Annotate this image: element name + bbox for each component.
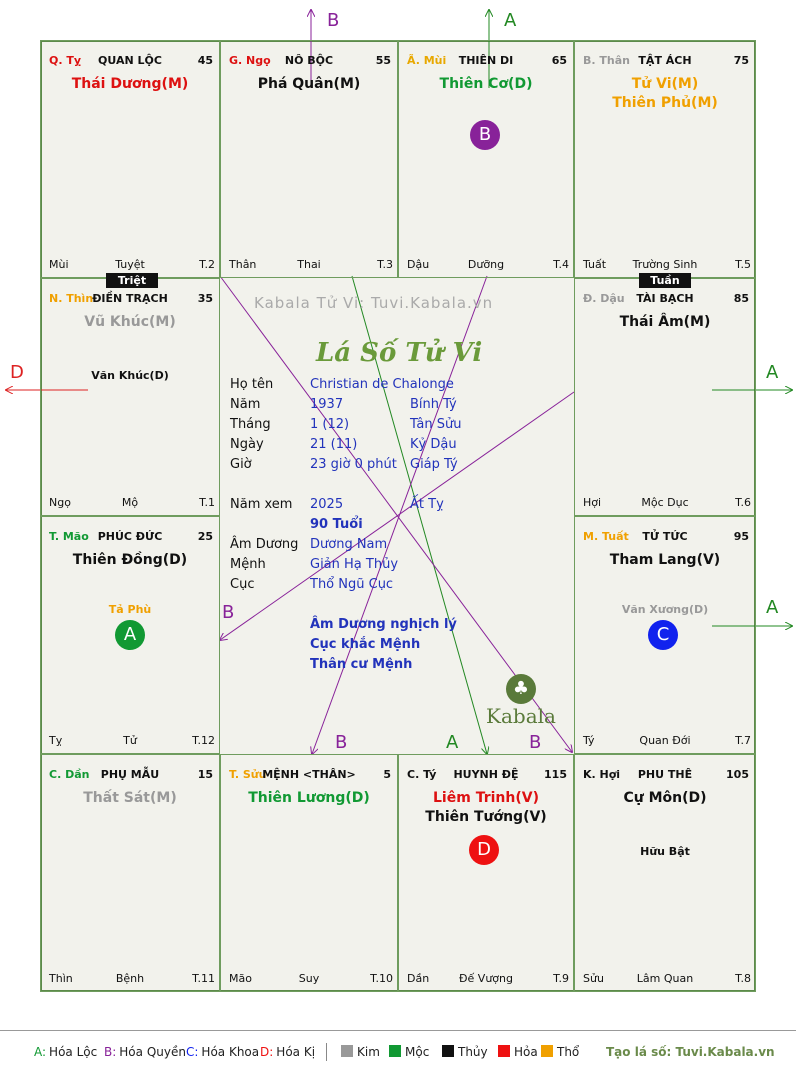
palace-name: QUAN LỘC [98, 54, 162, 67]
major-star: Liêm Trinh(V) [433, 790, 539, 806]
legend-value: Hóa Kị [276, 1045, 316, 1059]
legend-item [260, 1045, 315, 1059]
major-star: Thái Âm(M) [619, 314, 711, 330]
stem-label: C. Tý [407, 768, 437, 781]
palace-name: TẬT ÁCH [638, 54, 692, 67]
major-stars [575, 313, 755, 332]
major-star: Phá Quân(M) [257, 76, 361, 92]
cell-footer-bl: Mão [229, 972, 252, 985]
arrow-label-bot-b1: B [335, 732, 348, 753]
legend-key: C: [186, 1045, 199, 1059]
cell-footer-bc: Thai [297, 258, 321, 271]
major-stars [41, 75, 219, 94]
major-star: Thiên Đồng(D) [72, 552, 188, 568]
info-value-2: Giáp Tý [410, 457, 458, 472]
major-star: Vũ Khúc(M) [84, 314, 176, 330]
info-label: Năm [230, 397, 261, 412]
info-value-2: Ất Tỵ [410, 497, 444, 512]
arrow-label-bot-a: A [446, 732, 459, 753]
cell-footer-bl: Thân [229, 258, 257, 271]
cell-footer-br: T.2 [199, 258, 215, 271]
element-swatch [442, 1045, 454, 1057]
cell-footer-bl: Ngọ [49, 496, 71, 509]
palace-number: 5 [383, 768, 391, 781]
element-legend-item [498, 1045, 538, 1059]
major-stars [399, 789, 573, 827]
palace-name: PHÚC ĐỨC [97, 530, 163, 543]
element-swatch [389, 1045, 401, 1057]
major-stars [221, 789, 397, 808]
palace-cell-dau[interactable] [574, 278, 756, 516]
legend-value: Hóa Khoa [201, 1045, 260, 1059]
palace-name: PHỤ MẪU [100, 768, 160, 781]
info-label: Âm Dương [230, 537, 299, 552]
major-star: Thiên Phủ(M) [612, 95, 718, 111]
major-stars [41, 313, 219, 332]
logo-text: Kabala [486, 704, 556, 728]
info-label: Họ tên [230, 377, 274, 392]
element-swatch [498, 1045, 510, 1057]
cell-footer-br: T.7 [735, 734, 751, 747]
stem-label: C. Dần [49, 768, 90, 781]
element-name: Thủy [458, 1045, 488, 1059]
kabala-logo [486, 674, 556, 728]
element-legend-item [541, 1045, 579, 1059]
cell-footer-bc: Mộ [121, 496, 139, 509]
info-value: Christian de Chalonge [310, 377, 454, 392]
palace-number: 85 [733, 292, 749, 305]
stem-label: B. Thân [583, 54, 630, 67]
stem-label: N. Thìn [49, 292, 94, 305]
major-star: Tử Vi(M) [631, 76, 699, 92]
palace-number: 65 [551, 54, 567, 67]
palace-name: TỬ TỨC [642, 530, 688, 543]
major-stars [575, 551, 755, 570]
cell-footer-bl: Hợi [583, 496, 602, 509]
palace-number: 95 [733, 530, 749, 543]
info-label: Giờ [230, 457, 252, 472]
cell-footer-bc: Dưỡng [467, 258, 505, 271]
cell-footer-bl: Tỵ [49, 734, 63, 747]
info-value: Dương Nam [310, 537, 388, 552]
element-name: Kim [357, 1045, 380, 1059]
info-value: 1937 [310, 397, 344, 412]
legend-divider [326, 1043, 327, 1061]
major-stars [575, 75, 755, 113]
palace-cell-ngo[interactable] [220, 40, 398, 278]
center-info [220, 276, 576, 752]
watermark: Kabala Tử Vi: Tuvi.Kabala.vn [254, 294, 494, 312]
legend-value: Hóa Lộc [49, 1045, 98, 1059]
palace-number: 25 [197, 530, 213, 543]
cell-footer-bc: Bệnh [115, 972, 145, 985]
major-stars [221, 75, 397, 94]
stem-label: G. Ngọ [229, 54, 271, 67]
stem-label: M. Tuất [583, 530, 629, 543]
info-value-2: Bính Tý [410, 397, 457, 412]
stem-label: Đ. Dậu [583, 292, 625, 305]
cell-footer-bl: Dậu [407, 258, 430, 271]
info-value-2: Kỷ Dậu [410, 437, 457, 452]
stem-label: T. Sửu [229, 768, 267, 781]
note: Thân cư Mệnh [310, 657, 413, 672]
palace-name: PHU THÊ [637, 768, 693, 781]
cell-footer-bl: Tý [583, 734, 595, 747]
major-stars [575, 789, 755, 808]
info-label: Ngày [230, 437, 264, 452]
tuan-tag: Tuần [639, 273, 691, 288]
cell-footer-br: T.3 [377, 258, 393, 271]
palace-cell-dan[interactable] [40, 754, 220, 992]
badge-b: B [470, 120, 500, 150]
major-stars [399, 75, 573, 94]
cell-footer-br: T.9 [553, 972, 569, 985]
footer-legend [0, 1030, 796, 1071]
badge-d: D [469, 835, 499, 865]
cell-footer-br: T.12 [192, 734, 215, 747]
major-star: Thái Dương(M) [71, 76, 189, 92]
cell-footer-br: T.1 [199, 496, 215, 509]
info-value: 1 (12) [310, 417, 350, 432]
cell-footer-bc: Trường Sinh [632, 258, 698, 271]
cell-footer-bl: Thìn [49, 972, 73, 985]
arrow-label-right-a2: A [766, 597, 779, 618]
palace-number: 45 [197, 54, 213, 67]
cell-footer-bc: Tử [123, 734, 137, 747]
cell-footer-br: T.4 [553, 258, 569, 271]
credit-text: Tạo lá số: Tuvi.Kabala.vn [606, 1045, 775, 1059]
element-name: Thổ [557, 1045, 580, 1059]
palace-cell-hoi[interactable] [574, 754, 756, 992]
stem-label: Q. Tỵ [49, 54, 82, 67]
cell-footer-bc: Lâm Quan [636, 972, 694, 985]
cell-footer-bl: Mùi [49, 258, 69, 271]
chart-title: Lá Số Tử Vi [316, 338, 483, 368]
palace-number: 105 [726, 768, 749, 781]
cell-footer-br: T.8 [735, 972, 751, 985]
palace-cell-mui[interactable] [398, 40, 574, 278]
info-value: 90 Tuổi [310, 517, 363, 532]
arrow-label-right-a1: A [766, 362, 779, 383]
note: Cục khắc Mệnh [310, 637, 421, 652]
badge-a: A [115, 620, 145, 650]
arrow-label-left-d: D [10, 362, 24, 383]
stem-label: T. Mão [49, 530, 89, 543]
palace-number: 115 [544, 768, 567, 781]
tree-icon: ♣ [506, 674, 536, 704]
palace-cell-suu[interactable] [220, 754, 398, 992]
arrow-label-top-b: B [327, 10, 340, 31]
info-value: 2025 [310, 497, 344, 512]
palace-cell-thin[interactable] [40, 278, 220, 516]
cell-footer-bc: Đế Vượng [459, 972, 513, 985]
legend-item [104, 1045, 186, 1059]
element-legend-item [341, 1045, 380, 1059]
cell-footer-bl: Tuất [583, 258, 607, 271]
legend-item [186, 1045, 259, 1059]
element-legend-item [389, 1045, 429, 1059]
cell-footer-br: T.6 [735, 496, 751, 509]
note: Âm Dương nghịch lý [310, 617, 457, 632]
palace-number: 55 [375, 54, 391, 67]
palace-number: 15 [197, 768, 213, 781]
legend-item [34, 1045, 97, 1059]
info-value-2: Tân Sửu [410, 417, 462, 432]
palace-name: MỆNH <THÂN> [262, 768, 356, 781]
arrow-label-top-a: A [504, 10, 517, 31]
info-value: 21 (11) [310, 437, 358, 452]
cell-footer-bc: Mộc Dục [641, 496, 689, 509]
info-label: Mệnh [230, 557, 266, 572]
element-name: Mộc [405, 1045, 430, 1059]
element-swatch [341, 1045, 353, 1057]
info-label: Cục [230, 577, 255, 592]
legend-value: Hóa Quyền [119, 1045, 186, 1059]
badge-c: C [648, 620, 678, 650]
palace-number: 75 [733, 54, 749, 67]
major-stars [41, 551, 219, 570]
palace-cell-than[interactable] [574, 40, 756, 278]
stem-label: Ã. Mùi [407, 54, 447, 67]
palace-name: NÔ BỘC [284, 54, 334, 67]
info-value: Giản Hạ Thủy [310, 557, 399, 572]
cell-footer-bl: Sửu [583, 972, 604, 985]
info-label: Năm xem [230, 497, 293, 512]
cell-footer-br: T.5 [735, 258, 751, 271]
major-star: Thiên Cơ(D) [439, 76, 533, 92]
palace-number: 35 [197, 292, 213, 305]
stem-label: K. Hợi [583, 768, 621, 781]
legend-key: D: [260, 1045, 274, 1059]
cell-footer-br: T.10 [370, 972, 393, 985]
palace-name: TÀI BẠCH [636, 292, 694, 305]
minor-star: Hữu Bật [640, 845, 690, 858]
cell-footer-bc: Suy [298, 972, 320, 985]
element-legend-item [442, 1045, 488, 1059]
element-swatch [541, 1045, 553, 1057]
palace-name: ĐIỀN TRẠCH [92, 292, 168, 305]
major-star: Thiên Lương(D) [248, 790, 370, 806]
cell-footer-bl: Dần [407, 972, 430, 985]
arrow-label-mid-b: B [222, 602, 235, 623]
arrow-label-bot-b2: B [529, 732, 542, 753]
major-star: Thiên Tướng(V) [425, 809, 547, 825]
palace-cell-ty[interactable] [40, 40, 220, 278]
element-name: Hỏa [514, 1045, 538, 1059]
info-value: 23 giờ 0 phút [310, 457, 397, 472]
triet-tag: Triệt [106, 273, 158, 288]
cell-footer-bc: Quan Đới [639, 734, 691, 747]
minor-star: Văn Khúc(D) [91, 369, 169, 382]
minor-star: Tả Phù [108, 603, 152, 616]
major-star: Cự Môn(D) [623, 790, 707, 806]
info-label: Tháng [230, 417, 271, 432]
legend-key: B: [104, 1045, 117, 1059]
cell-footer-br: T.11 [192, 972, 215, 985]
minor-star: Văn Xương(D) [621, 603, 709, 616]
legend-key: A: [34, 1045, 47, 1059]
palace-cell-tyy[interactable] [398, 754, 574, 992]
cell-footer-bc: Tuyệt [115, 258, 145, 271]
major-star: Thất Sát(M) [83, 790, 177, 806]
palace-name: THIÊN DI [458, 54, 514, 67]
major-stars [41, 789, 219, 808]
major-star: Tham Lang(V) [609, 552, 721, 568]
info-value: Thổ Ngũ Cục [310, 577, 394, 592]
palace-name: HUYNH ĐỆ [453, 768, 519, 781]
